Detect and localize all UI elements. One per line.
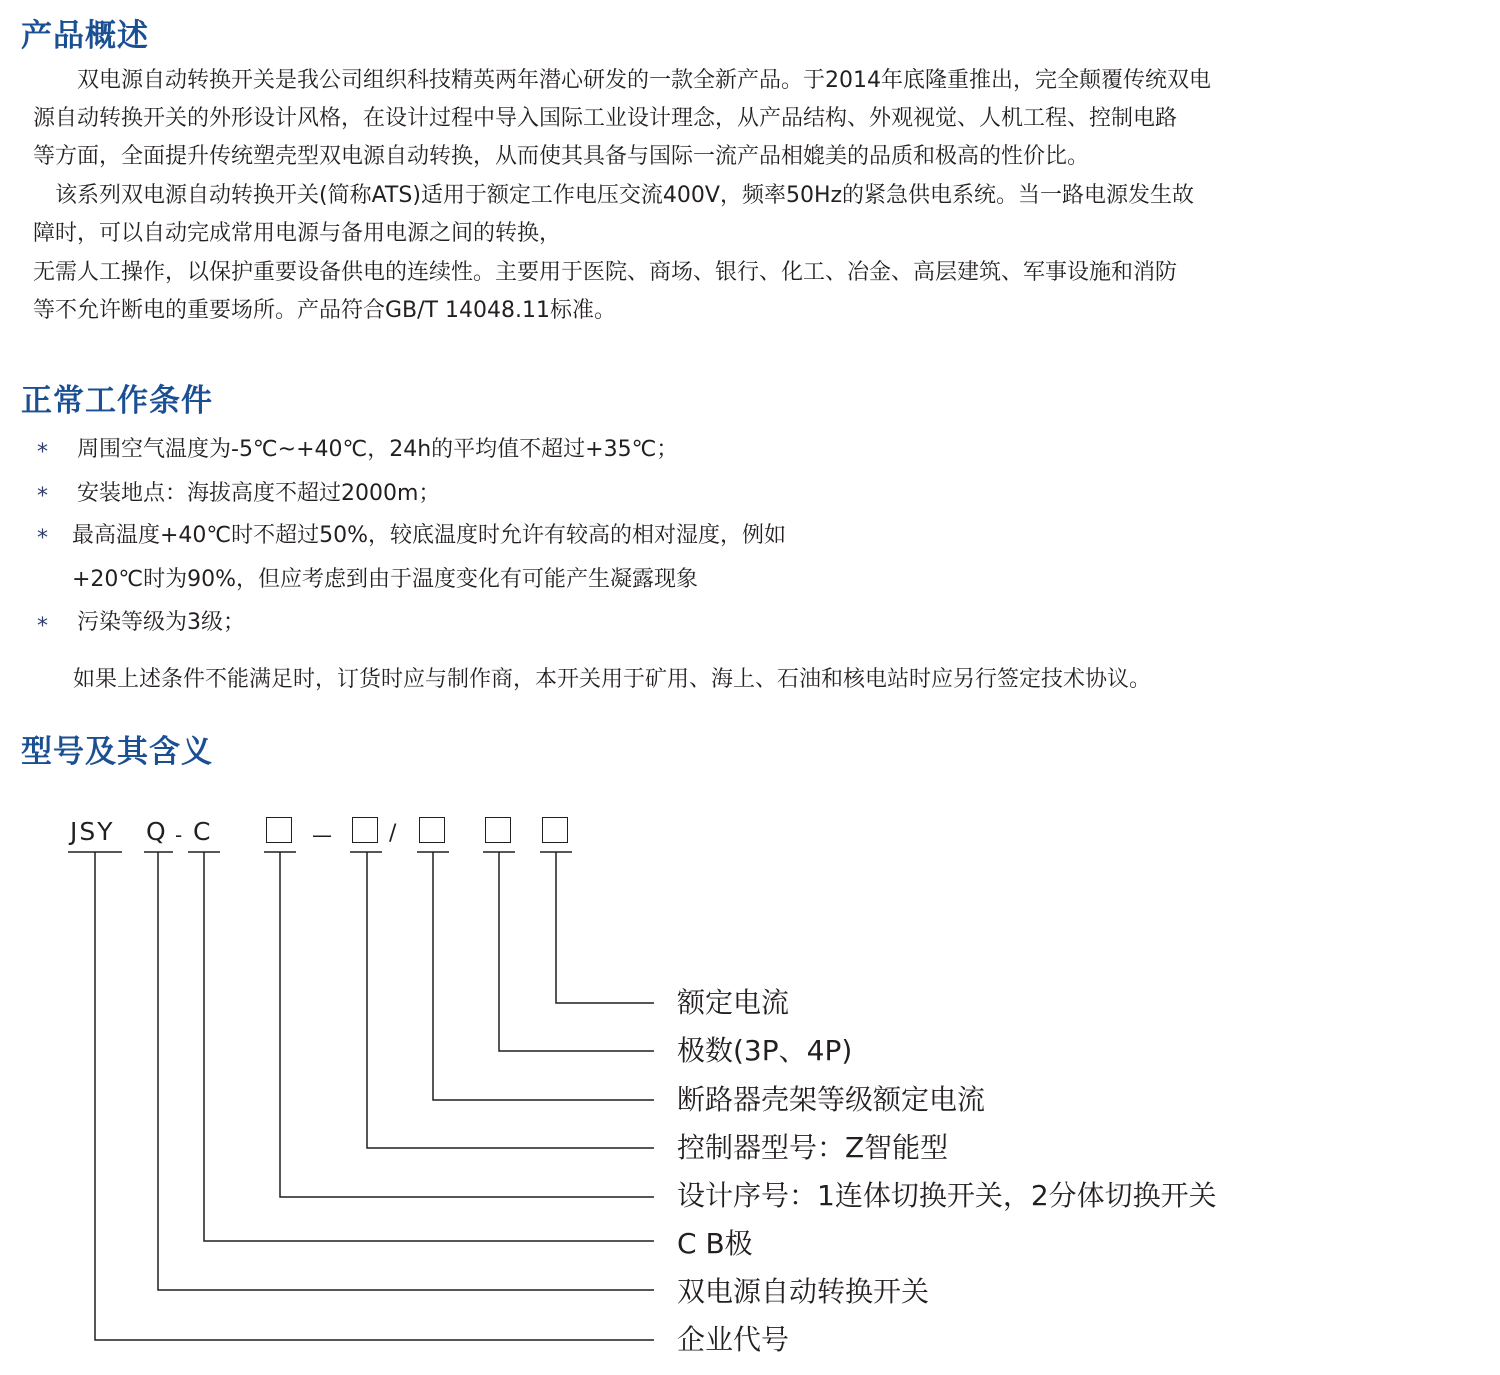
condition-item: +20℃时为90%，但应考虑到由于温度变化有可能产生凝露现象 (72, 567, 699, 592)
code-dash: — (312, 823, 334, 847)
overview-line: 双电源自动转换开关是我公司组织科技精英两年潜心研发的一款全新产品。于2014年底隆重推出，完全颠覆传统双电 (33, 68, 1211, 93)
code-slash: / (389, 821, 399, 846)
legend-design-number: 设计序号：1连体切换开关，2分体切换开关 (677, 1179, 1217, 1212)
overview-line: 等不允许断电的重要场所。产品符合GB/T 14048.11标准。 (33, 298, 616, 323)
bullet-star-icon: * (37, 440, 48, 465)
condition-item: 最高温度+40℃时不超过50%，较底温度时允许有较高的相对湿度，例如 (72, 523, 787, 548)
code-c: C (193, 817, 213, 846)
overview-line: 障时，可以自动完成常用电源与备用电源之间的转换， (33, 221, 562, 246)
bullet-star-icon: * (37, 484, 48, 509)
legend-dual-power-switch: 双电源自动转换开关 (677, 1275, 930, 1308)
code-prefix: JSY (70, 817, 115, 846)
overview-line: 无需人工操作，以保护重要设备供电的连续性。主要用于医院、商场、银行、化工、冶金、高层建筑、军事设施和消防 (33, 260, 1178, 285)
legend-company-code: 企业代号 (677, 1323, 790, 1356)
section-title-conditions: 正常工作条件 (21, 383, 213, 419)
code-dash: - (175, 823, 185, 847)
overview-line: 源自动转换开关的外形设计风格，在设计过程中导入国际工业设计理念，从产品结构、外观视觉、人机工程、控制电路 (33, 106, 1178, 131)
section-title-overview: 产品概述 (21, 18, 149, 54)
condition-item: 安装地点：海拔高度不超过2000m； (77, 481, 441, 506)
overview-line: 该系列双电源自动转换开关(简称ATS)适用于额定工作电压交流400V，频率50Hz的紧急供电系统。当一路电源发生故 (33, 183, 1195, 208)
legend-poles: 极数(3P、4P) (677, 1034, 853, 1067)
legend-cb-class: C B极 (677, 1227, 753, 1260)
code-q: Q (146, 817, 168, 846)
bullet-star-icon: * (37, 526, 48, 551)
legend-rated-current: 额定电流 (677, 986, 790, 1019)
overview-line: 等方面，全面提升传统塑壳型双电源自动转换，从而使其具备与国际一流产品相媲美的品质和极高的性价比。 (33, 144, 1090, 169)
condition-item: 周围空气温度为-5℃~+40℃，24h的平均值不超过+35℃； (77, 437, 679, 462)
bullet-star-icon: * (37, 614, 48, 639)
section-title-model: 型号及其含义 (21, 734, 213, 770)
legend-controller: 控制器型号：Z智能型 (677, 1131, 949, 1164)
legend-frame-current: 断路器壳架等级额定电流 (677, 1083, 986, 1116)
conditions-note: 如果上述条件不能满足时，订货时应与制作商，本开关用于矿用、海上、石油和核电站时应另行签定技术协议。 (73, 667, 1152, 692)
condition-item: 污染等级为3级； (77, 610, 245, 635)
